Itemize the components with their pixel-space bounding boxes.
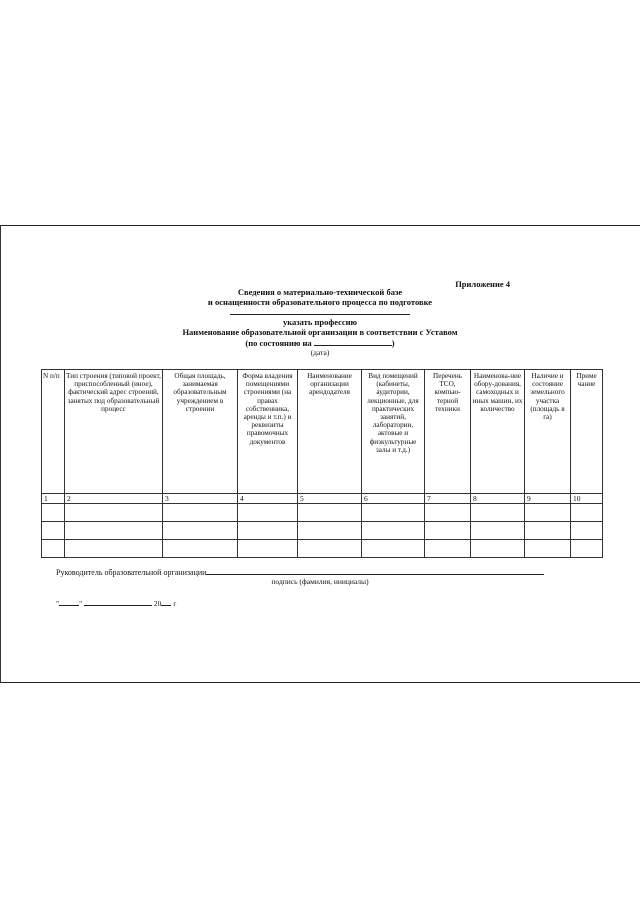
date-open-quote: " bbox=[56, 599, 60, 608]
table-cell[interactable] bbox=[525, 540, 571, 558]
table-cell[interactable] bbox=[65, 540, 163, 558]
year-prefix: 20 bbox=[153, 599, 162, 608]
date-line bbox=[56, 598, 256, 608]
table-cell[interactable] bbox=[42, 504, 65, 522]
table-cell[interactable] bbox=[298, 504, 362, 522]
header-cell: Наличие и состояние земельного участка (площадь в га) bbox=[525, 370, 571, 494]
title-line-2: и оснащенности образовательного процесса по подготовке bbox=[207, 297, 433, 307]
column-number: 4 bbox=[238, 494, 298, 504]
month-blank[interactable] bbox=[84, 598, 152, 606]
column-number: 2 bbox=[65, 494, 163, 504]
table-cell[interactable] bbox=[298, 540, 362, 558]
column-number: 5 bbox=[298, 494, 362, 504]
signature-blank[interactable] bbox=[206, 566, 544, 575]
table-header-row bbox=[42, 370, 603, 494]
table-cell[interactable] bbox=[42, 540, 65, 558]
appendix-label: Приложение 4 bbox=[455, 279, 510, 289]
table-cell[interactable] bbox=[238, 522, 298, 540]
table-cell[interactable] bbox=[571, 504, 603, 522]
table-cell[interactable] bbox=[362, 522, 425, 540]
column-number: 10 bbox=[571, 494, 603, 504]
as-of-close: ) bbox=[391, 338, 395, 348]
header-cell: Перечень ТСО, компью-терной техники bbox=[425, 370, 471, 494]
header-cell: Наименова-ние обору-дования, самоходных и иных машин, их количество bbox=[471, 370, 525, 494]
table-cell[interactable] bbox=[65, 504, 163, 522]
column-number: 8 bbox=[471, 494, 525, 504]
column-number: 3 bbox=[163, 494, 238, 504]
table-cell[interactable] bbox=[571, 540, 603, 558]
table-cell[interactable] bbox=[65, 522, 163, 540]
header-cell: Вид помещений (кабинеты, аудитории, лекционные, для практических занятий, лаборатории, актовые и физкультурные залы и т.д.) bbox=[362, 370, 425, 494]
document-title bbox=[150, 287, 490, 358]
scan-side-mark bbox=[0, 225, 1, 683]
title-line-5 bbox=[150, 337, 490, 348]
header-cell: Наименование организации арендодателя bbox=[298, 370, 362, 494]
table-cell[interactable] bbox=[163, 540, 238, 558]
table-cell[interactable] bbox=[471, 522, 525, 540]
table-cell[interactable] bbox=[425, 540, 471, 558]
table-cell[interactable] bbox=[298, 522, 362, 540]
table-cell[interactable] bbox=[425, 522, 471, 540]
table-cell[interactable] bbox=[525, 522, 571, 540]
table-cell[interactable] bbox=[163, 504, 238, 522]
table-cell[interactable] bbox=[362, 504, 425, 522]
table-cell[interactable] bbox=[42, 522, 65, 540]
table-cell[interactable] bbox=[525, 504, 571, 522]
table-row bbox=[42, 504, 603, 522]
table-cell[interactable] bbox=[425, 504, 471, 522]
as-of-date-blank bbox=[314, 337, 392, 346]
scan-edge-bottom bbox=[0, 682, 640, 683]
title-line-3: указать профессию bbox=[282, 317, 358, 327]
title-line-4: Наименование образовательной организации в соответствии с Уставом bbox=[182, 327, 458, 337]
table-cell[interactable] bbox=[238, 540, 298, 558]
facilities-table bbox=[41, 369, 603, 558]
column-number: 1 bbox=[42, 494, 65, 504]
table-cell[interactable] bbox=[471, 504, 525, 522]
table-cell[interactable] bbox=[571, 522, 603, 540]
table-cell[interactable] bbox=[163, 522, 238, 540]
header-cell: N п/п bbox=[42, 370, 65, 494]
column-number: 9 bbox=[525, 494, 571, 504]
table-cell[interactable] bbox=[362, 540, 425, 558]
column-number: 7 bbox=[425, 494, 471, 504]
date-close-quote: " bbox=[79, 599, 83, 608]
table-cell[interactable] bbox=[471, 540, 525, 558]
signature-caption: подпись (фамилия, инициалы) bbox=[271, 577, 369, 586]
scan-edge-top bbox=[0, 225, 640, 226]
header-cell: Форма владения помещениями строениями (на правах собственника, аренды и т.п.) и реквизиты правомочных документов bbox=[238, 370, 298, 494]
column-number-row bbox=[42, 494, 603, 504]
header-cell: Приме чание bbox=[571, 370, 603, 494]
table-row bbox=[42, 540, 603, 558]
as-of-label: (по состоянию на bbox=[245, 338, 312, 348]
signature-label: Руководитель образовательной организации bbox=[56, 568, 207, 577]
table-row bbox=[42, 522, 603, 540]
header-cell: Общая площадь, занимаемая образовательным учреждением в строении bbox=[163, 370, 238, 494]
header-cell: Тип строения (типовой проект, приспособленный (иное), фактический адрес строений, занятых под образовательный процесс bbox=[65, 370, 163, 494]
year-suffix: г bbox=[173, 599, 177, 608]
profession-blank-line bbox=[230, 308, 410, 315]
day-blank[interactable] bbox=[59, 598, 79, 606]
table-cell[interactable] bbox=[238, 504, 298, 522]
column-number: 6 bbox=[362, 494, 425, 504]
signature-line bbox=[56, 566, 576, 577]
date-caption: (дата) bbox=[310, 348, 330, 357]
title-line-1: Сведения о материально-технической базе bbox=[237, 287, 403, 297]
year-blank[interactable] bbox=[161, 598, 171, 606]
